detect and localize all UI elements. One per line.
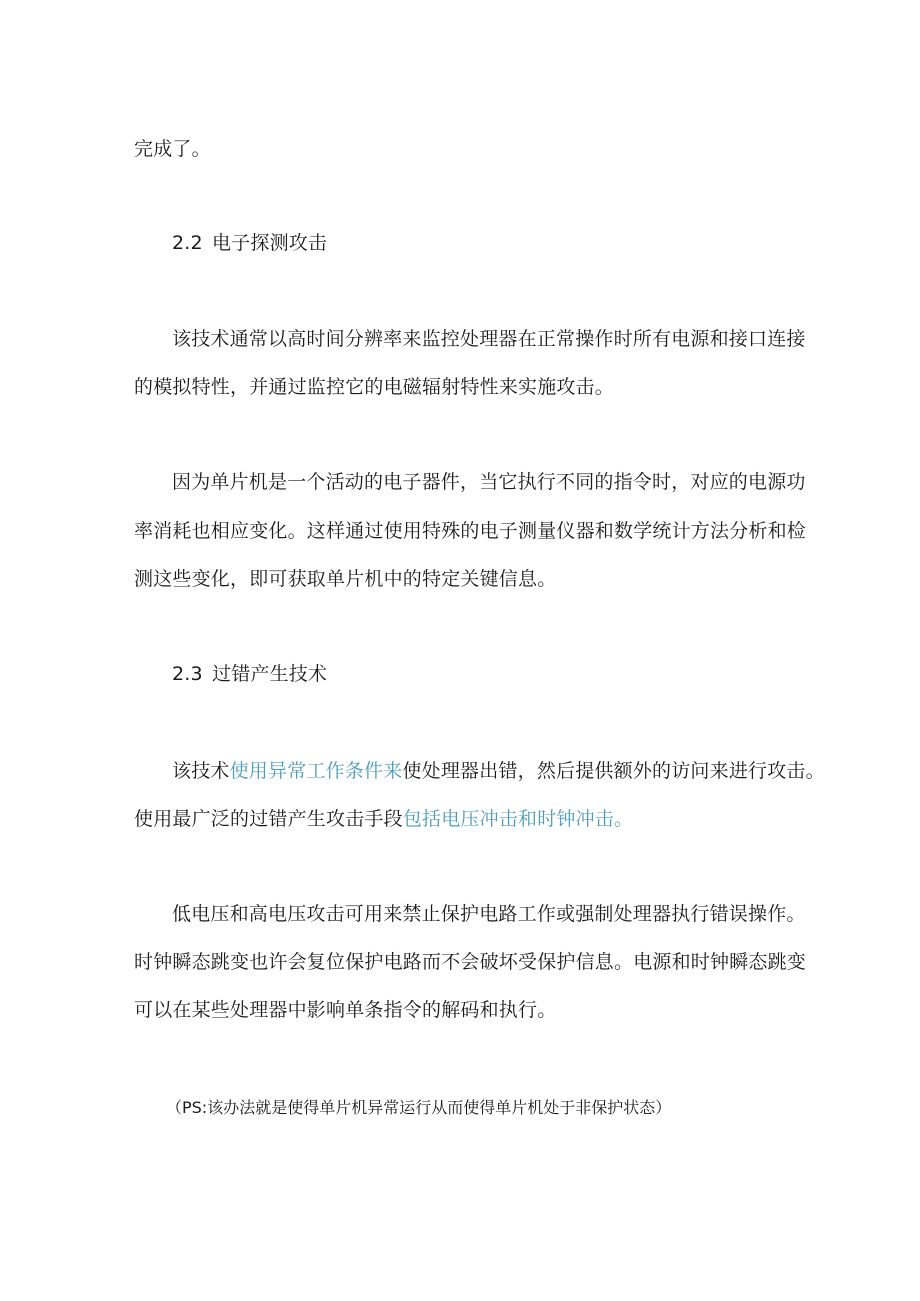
paragraph-line (134, 807, 633, 831)
paragraph-line: 率消耗也相应变化。这样通过使用特殊的电子测量仪器和数学统计方法分析和检 (134, 520, 807, 542)
section-heading-2-3 (172, 662, 327, 686)
paragraph-line: 因为单片机是一个活动的电子器件，当它执行不同的指令时，对应的电源功 (172, 471, 806, 493)
section-title: 过错产生技术 (212, 663, 328, 685)
text-run: 使用最广泛的过错产生攻击手段 (134, 808, 403, 830)
paragraph-line: 低电压和高电压攻击可用来禁止保护电路工作或强制处理器执行错误操作。 (172, 903, 806, 925)
paragraph-line (172, 759, 825, 783)
paragraph-line: 该技术通常以高时间分辨率来监控处理器在正常操作时所有电源和接口连接 (172, 328, 806, 350)
paragraph-line: 时钟瞬态跳变也许会复位保护电路而不会破坏受保护信息。电源和时钟瞬态跳变 (134, 951, 807, 973)
hyperlink-abnormal-conditions[interactable]: 使用异常工作条件来 (229, 760, 403, 782)
section-title: 电子探测攻击 (212, 232, 328, 254)
section-number: 2.2 (172, 232, 203, 254)
hyperlink-voltage-clock-glitch[interactable]: 包括电压冲击和时钟冲击。 (402, 808, 634, 830)
paragraph-line: 测这些变化，即可获取单片机中的特定关键信息。 (134, 568, 557, 590)
section-heading-2-2 (172, 231, 327, 255)
text-run: 使处理器出错，然后提供额外的访问来进行攻击。 (402, 760, 825, 782)
section-number: 2.3 (172, 663, 203, 685)
paragraph-line: 的模拟特性，并通过监控它的电磁辐射特性来实施攻击。 (134, 376, 615, 398)
paragraph-tail: 完成了。 (134, 138, 211, 160)
ps-note: （PS:该办法就是使得单片机异常运行从而使得单片机处于非保护状态） (166, 1098, 672, 1117)
paragraph-line: 可以在某些处理器中影响单条指令的解码和执行。 (134, 999, 557, 1021)
text-run: 该技术 (172, 760, 230, 782)
